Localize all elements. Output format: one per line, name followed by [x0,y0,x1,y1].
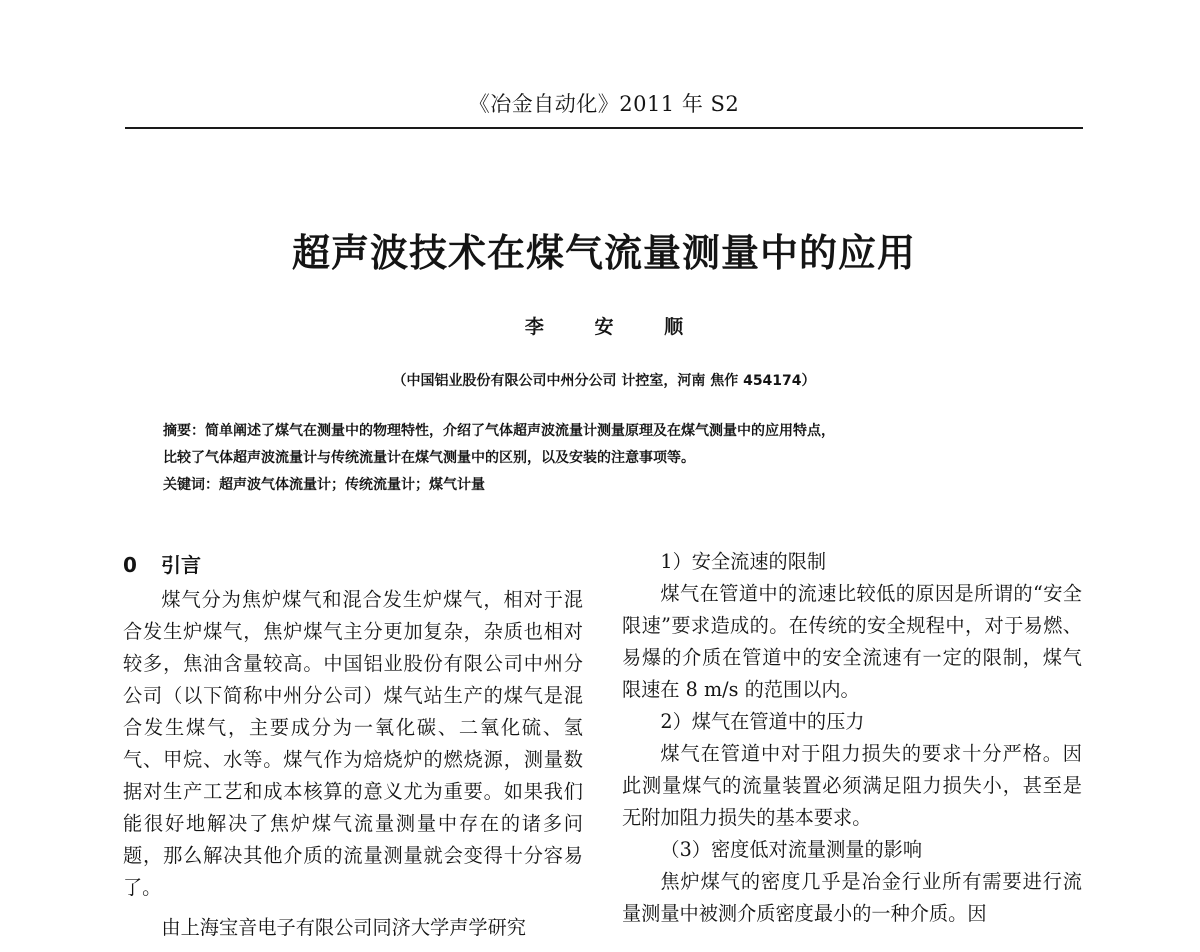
paragraph-pressure: 煤气在管道中对于阻力损失的要求十分严格。因此测量煤气的流量装置必须满足阻力损失小，甚至是无附加阻力损失的基本要求。 [622,742,1082,829]
paper-title: 超声波技术在煤气流量测量中的应用 [291,231,916,275]
left-column [123,548,583,944]
section-title: 引言 [161,553,201,577]
subheading-density: （3）密度低对流量测量的影响 [660,838,923,861]
paragraph-safe-velocity: 煤气在管道中的流速比较低的原因是所谓的“安全限速”要求造成的。在传统的安全规程中，对于易燃、易爆的介质在管道中的安全流速有一定的限制，煤气限速在 8 m/s 的范围以内。 [622,582,1082,701]
header-rule [125,127,1083,129]
right-column [622,548,1082,930]
section-heading-introduction [123,548,583,584]
author-name: 李 安 顺 [524,316,706,338]
intro-paragraph-2: 由上海宝音电子有限公司同济大学声学研究 [161,916,526,939]
section-number: 0 [123,553,137,577]
intro-paragraph-1: 煤气分为焦炉煤气和混合发生炉煤气，相对于混合发生炉煤气，焦炉煤气主分更加复杂，杂质也相对较多，焦油含量较高。中国铝业股份有限公司中州分公司（以下简称中州分公司）煤气站生产的煤气是混合发生煤气，主要成分为一氧化碳、二氧化硫、氢气、甲烷、水等。煤气作为焙烧炉的燃烧源，测量数据对生产工艺和成本核算的意义尤为重要。如果我们能很好地解决了焦炉煤气流量测量中存在的诸多问题，那么解决其他介质的流量测量就会变得十分容易了。 [123,588,583,899]
abstract-block [163,418,1063,499]
affiliation: （中国铝业股份有限公司中州分公司 计控室，河南 焦作 454174） [392,373,816,389]
paragraph-gap [123,904,583,912]
abstract-line-1: 摘要：简单阐述了煤气在测量中的物理特性，介绍了气体超声波流量计测量原理及在煤气测量中的应用特点， [163,423,835,439]
subheading-safe-velocity: 1）安全流速的限制 [660,550,827,573]
subheading-pressure: 2）煤气在管道中的压力 [660,710,865,733]
paragraph-density: 焦炉煤气的密度几乎是冶金行业所有需要进行流量测量中被测介质密度最小的一种介质。因 [622,870,1082,925]
keywords-line: 关键词：超声波气体流量计；传统流量计；煤气计量 [163,477,485,493]
running-head: 《冶金自动化》2011 年 S2 [468,92,740,116]
abstract-line-2: 比较了气体超声波流量计与传统流量计在煤气测量中的区别，以及安装的注意事项等。 [163,450,695,466]
